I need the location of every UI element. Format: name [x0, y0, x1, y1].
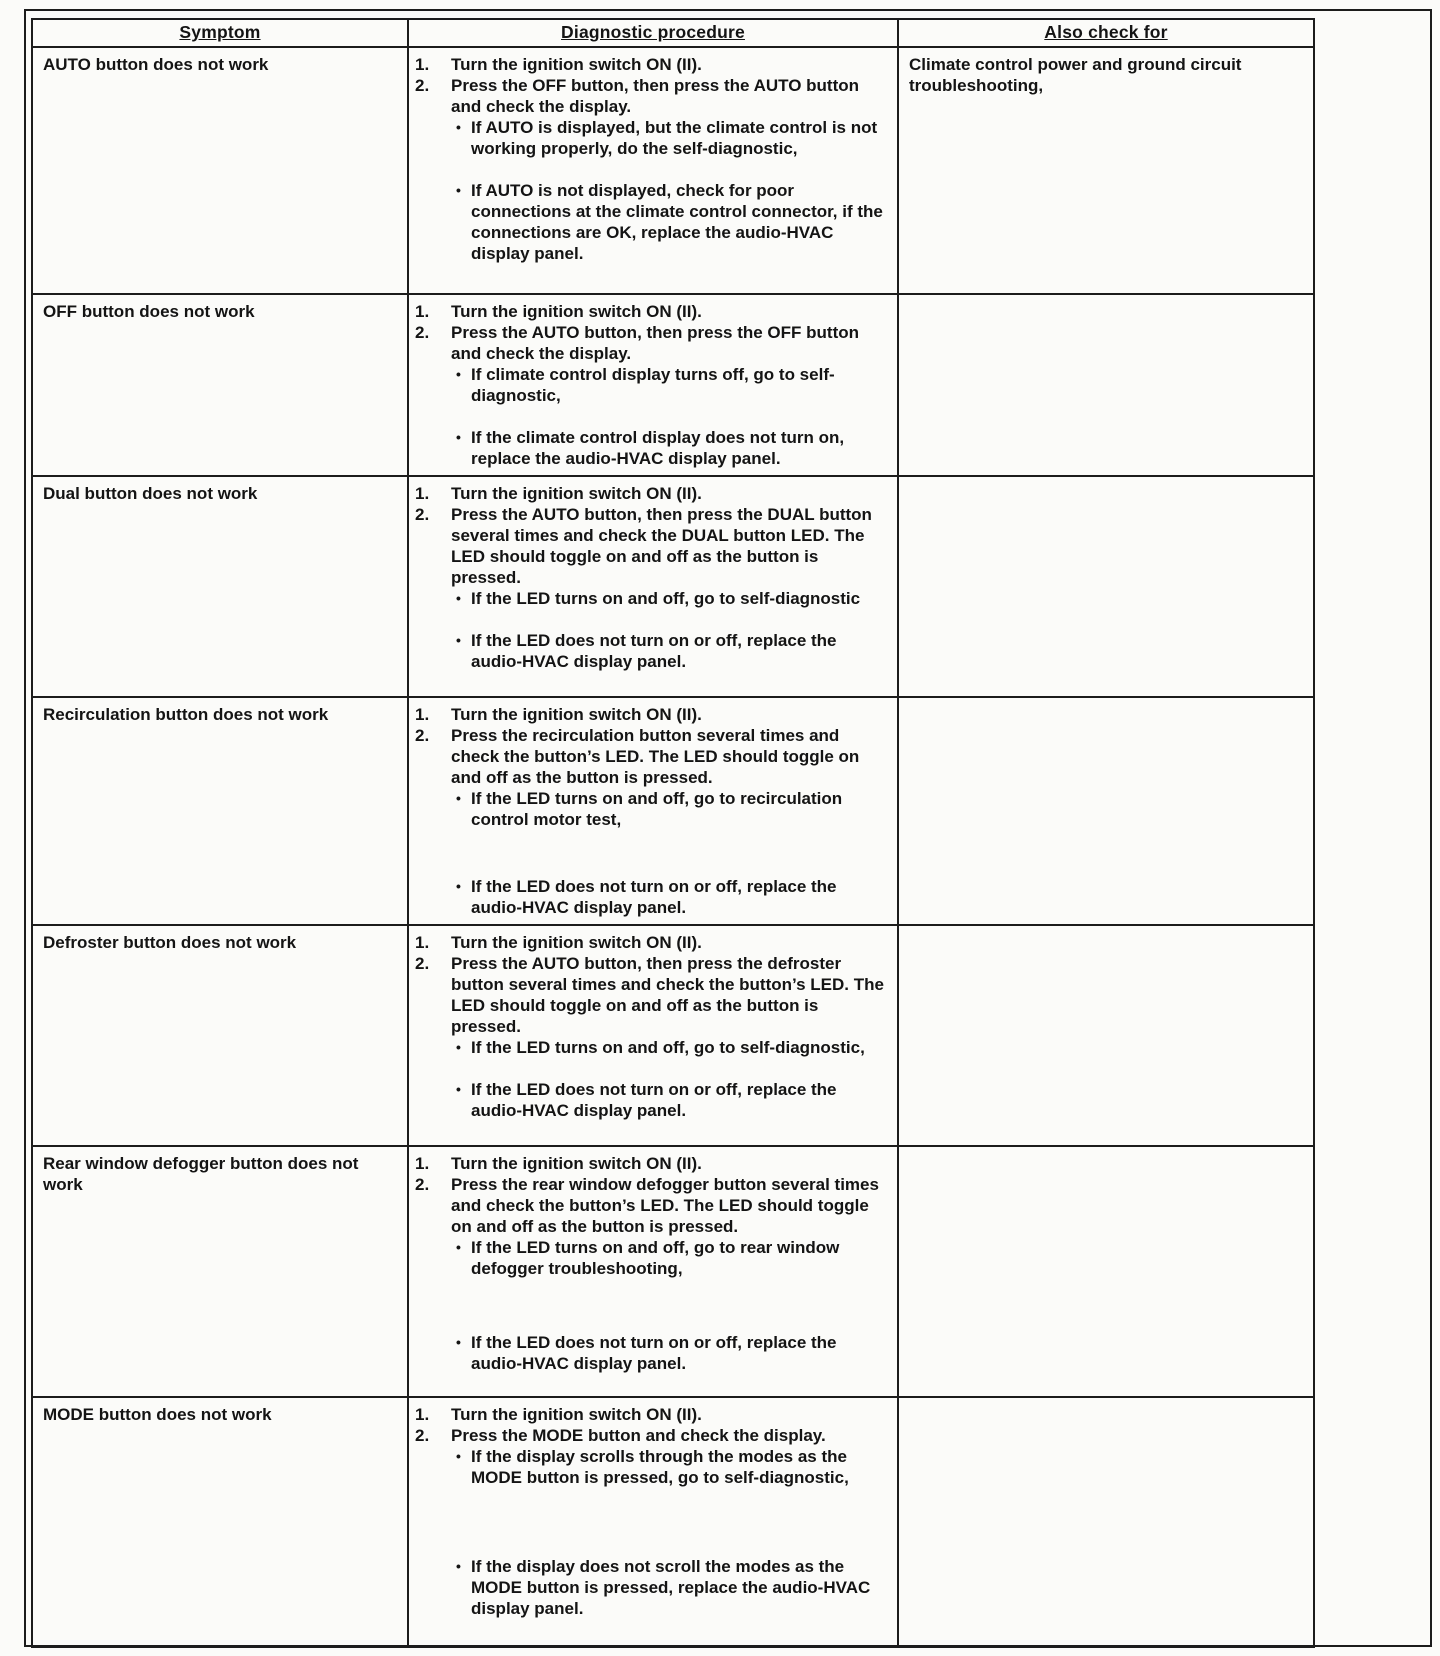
bullet-item: [456, 180, 889, 264]
bullet-icon: •: [456, 790, 461, 806]
diagnostic-procedure: [409, 1147, 897, 1380]
bullet-icon: •: [456, 1039, 461, 1055]
bullet-item: [456, 1079, 889, 1121]
bullet-item: [456, 1237, 889, 1279]
step-body: [451, 1425, 889, 1619]
step-number: 2.: [415, 323, 430, 342]
bullet-icon: •: [456, 590, 461, 606]
step-number: 2.: [415, 1175, 430, 1194]
bullet-icon: •: [456, 1239, 461, 1255]
diagnostic-step: [415, 75, 889, 264]
step-text: Press the MODE button and check the display.: [451, 1426, 826, 1445]
diagnostic-cell: [408, 1146, 898, 1397]
page-border-frame: [24, 9, 1432, 1647]
bullet-icon: •: [456, 119, 461, 135]
diagnostic-cell: [408, 925, 898, 1146]
diagnostic-step: [415, 725, 889, 918]
table-row: [32, 1397, 1314, 1647]
bullet-item: [456, 1037, 889, 1058]
step-body: [451, 301, 889, 322]
step-text: Turn the ignition switch ON (II).: [451, 933, 702, 952]
diagnostic-cell: [408, 476, 898, 697]
also-check-cell: [898, 476, 1314, 697]
step-text: Press the OFF button, then press the AUTO button and check the display.: [451, 76, 860, 116]
table-row: [32, 47, 1314, 294]
step-number: 1.: [415, 55, 430, 74]
diagnostic-step: [415, 1425, 889, 1619]
bullet-item: [456, 630, 889, 672]
also-check-cell: [898, 1146, 1314, 1397]
bullet-icon: •: [456, 366, 461, 382]
diagnostic-step: [415, 504, 889, 672]
diagnostic-step: [415, 301, 889, 322]
bullet-text: If the LED turns on and off, go to self-diagnostic,: [471, 1038, 865, 1057]
symptom-table: [31, 18, 1315, 1648]
bullet-item: [456, 588, 889, 609]
step-body: [451, 932, 889, 953]
step-number: 1.: [415, 1405, 430, 1424]
step-number: 1.: [415, 933, 430, 952]
diagnostic-step: [415, 1153, 889, 1174]
step-body: [451, 953, 889, 1121]
bullet-text: If climate control display turns off, go to self-diagnostic,: [471, 365, 835, 405]
bullet-text: If the display does not scroll the modes as the MODE button is pressed, replace the audio-HVAC display panel.: [471, 1557, 871, 1618]
symptom-text: MODE button does not work: [43, 1405, 272, 1424]
diagnostic-step: [415, 932, 889, 953]
header-diagnostic-procedure: Diagnostic procedure: [408, 19, 898, 47]
bullet-icon: •: [456, 632, 461, 648]
table-row: [32, 925, 1314, 1146]
bullet-item: [456, 1446, 889, 1488]
step-text: Turn the ignition switch ON (II).: [451, 705, 702, 724]
header-also-check-for: Also check for: [898, 19, 1314, 47]
symptom-cell: [32, 1146, 408, 1397]
also-check-cell: [898, 294, 1314, 476]
table-row: [32, 697, 1314, 925]
diagnostic-cell: [408, 1397, 898, 1647]
step-body: [451, 725, 889, 918]
step-body: [451, 322, 889, 469]
step-number: 2.: [415, 954, 430, 973]
bullet-icon: •: [456, 1081, 461, 1097]
diagnostic-procedure: [409, 926, 897, 1127]
step-text: Press the AUTO button, then press the OFF button and check the display.: [451, 323, 860, 363]
step-body: [451, 504, 889, 672]
bullet-item: [456, 1332, 889, 1374]
bullet-text: If the display scrolls through the modes as the MODE button is pressed, go to self-diagnostic,: [471, 1447, 849, 1487]
step-text: Turn the ignition switch ON (II).: [451, 302, 702, 321]
step-text: Press the AUTO button, then press the DUAL button several times and check the DUAL button LED. The LED should toggle on and off as the button is pressed.: [451, 505, 872, 587]
also-check-text: Climate control power and ground circuit troubleshooting,: [909, 55, 1242, 95]
step-body: [451, 1153, 889, 1174]
step-number: 1.: [415, 302, 430, 321]
bullet-text: If the LED does not turn on or off, replace the audio-HVAC display panel.: [471, 1080, 837, 1120]
step-body: [451, 483, 889, 504]
bullet-item: [456, 876, 889, 918]
step-body: [451, 75, 889, 264]
step-number: 1.: [415, 705, 430, 724]
step-number: 2.: [415, 726, 430, 745]
diagnostic-procedure: [409, 295, 897, 475]
diagnostic-step: [415, 953, 889, 1121]
table-row: [32, 476, 1314, 697]
step-body: [451, 1404, 889, 1425]
bullet-text: If the LED turns on and off, go to recirculation control motor test,: [471, 789, 843, 829]
diagnostic-step: [415, 1174, 889, 1374]
step-text: Press the AUTO button, then press the defroster button several times and check the button’s LED. The LED should toggle on and off as the button is pressed.: [451, 954, 884, 1036]
symptom-cell: [32, 47, 408, 294]
bullet-item: [456, 364, 889, 406]
bullet-text: If the LED does not turn on or off, replace the audio-HVAC display panel.: [471, 877, 837, 917]
also-check-cell: [898, 47, 1314, 294]
bullet-icon: •: [456, 182, 461, 198]
step-number: 2.: [415, 505, 430, 524]
bullet-item: [456, 117, 889, 159]
symptom-cell: [32, 476, 408, 697]
also-check-cell: [898, 925, 1314, 1146]
symptom-text: OFF button does not work: [43, 302, 255, 321]
bullet-text: If AUTO is displayed, but the climate control is not working properly, do the self-diagnostic,: [471, 118, 878, 158]
step-text: Press the recirculation button several times and check the button’s LED. The LED should toggle on and off as the button is pressed.: [451, 726, 860, 787]
step-text: Turn the ignition switch ON (II).: [451, 55, 702, 74]
diagnostic-step: [415, 483, 889, 504]
also-check-cell: [898, 1397, 1314, 1647]
bullet-icon: •: [456, 1448, 461, 1464]
bullet-item: [456, 788, 889, 830]
step-body: [451, 54, 889, 75]
bullet-text: If the LED does not turn on or off, replace the audio-HVAC display panel.: [471, 1333, 837, 1373]
step-text: Turn the ignition switch ON (II).: [451, 1405, 702, 1424]
step-body: [451, 1174, 889, 1374]
symptom-cell: [32, 1397, 408, 1647]
diagnostic-cell: [408, 47, 898, 294]
bullet-icon: •: [456, 1334, 461, 1350]
symptom-cell: [32, 697, 408, 925]
symptom-text: Defroster button does not work: [43, 933, 297, 952]
diagnostic-step: [415, 1404, 889, 1425]
step-number: 1.: [415, 484, 430, 503]
diagnostic-cell: [408, 697, 898, 925]
diagnostic-step: [415, 54, 889, 75]
bullet-text: If the climate control display does not turn on, replace the audio-HVAC display panel.: [471, 428, 845, 468]
diagnostic-procedure: [409, 477, 897, 678]
symptom-cell: [32, 925, 408, 1146]
bullet-icon: •: [456, 1558, 461, 1574]
bullet-icon: •: [456, 429, 461, 445]
diagnostic-procedure: [409, 48, 897, 270]
diagnostic-step: [415, 704, 889, 725]
diagnostic-procedure: [409, 698, 897, 924]
step-number: 1.: [415, 1154, 430, 1173]
step-body: [451, 704, 889, 725]
step-number: 2.: [415, 76, 430, 95]
also-check-cell: [898, 697, 1314, 925]
bullet-icon: •: [456, 878, 461, 894]
bullet-text: If AUTO is not displayed, check for poor connections at the climate control connector, if the connections are OK, replace the audio-HVAC display panel.: [471, 181, 883, 263]
symptom-cell: [32, 294, 408, 476]
table-row: [32, 294, 1314, 476]
step-text: Press the rear window defogger button several times and check the button’s LED. The LED should toggle on and off as the button is pressed.: [451, 1175, 879, 1236]
table-row: [32, 1146, 1314, 1397]
bullet-text: If the LED does not turn on or off, replace the audio-HVAC display panel.: [471, 631, 837, 671]
symptom-table-body: [32, 47, 1314, 1647]
header-symptom: Symptom: [32, 19, 408, 47]
step-text: Turn the ignition switch ON (II).: [451, 1154, 702, 1173]
diagnostic-step: [415, 322, 889, 469]
bullet-item: [456, 1556, 889, 1619]
step-number: 2.: [415, 1426, 430, 1445]
symptom-text: AUTO button does not work: [43, 55, 269, 74]
bullet-text: If the LED turns on and off, go to rear window defogger troubleshooting,: [471, 1238, 840, 1278]
symptom-text: Rear window defogger button does not work: [43, 1154, 359, 1194]
step-text: Turn the ignition switch ON (II).: [451, 484, 702, 503]
symptom-text: Dual button does not work: [43, 484, 258, 503]
table-header-row: [32, 19, 1314, 47]
bullet-item: [456, 427, 889, 469]
diagnostic-cell: [408, 294, 898, 476]
diagnostic-procedure: [409, 1398, 897, 1625]
bullet-text: If the LED turns on and off, go to self-diagnostic: [471, 589, 861, 608]
symptom-text: Recirculation button does not work: [43, 705, 329, 724]
